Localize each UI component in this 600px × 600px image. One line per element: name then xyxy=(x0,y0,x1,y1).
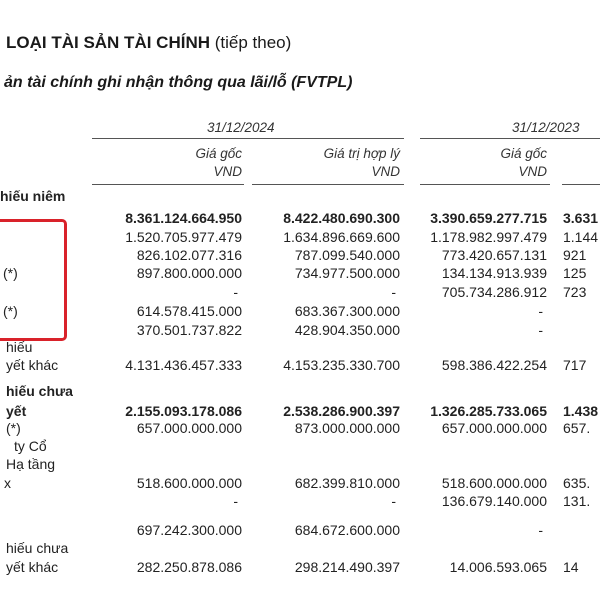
cell: 697.242.300.000 xyxy=(136,522,242,538)
cell: 4.131.436.457.333 xyxy=(125,357,242,373)
cell: 705.734.286.912 xyxy=(441,284,547,300)
cell: 3.390.659.277.715 xyxy=(430,210,547,226)
cell: 723 xyxy=(563,284,587,300)
cell: 1.634.896.669.600 xyxy=(283,229,400,245)
cell: 1.178.982.997.479 xyxy=(430,229,547,245)
cell: 1.438 xyxy=(563,403,599,419)
cell: 2.155.093.178.086 xyxy=(125,403,242,419)
cell: 717 xyxy=(563,357,587,373)
cell: 657. xyxy=(563,420,591,436)
row-label: (*) xyxy=(3,303,18,319)
cell: 4.153.235.330.700 xyxy=(283,357,400,373)
cell: 125 xyxy=(563,265,587,281)
row-label: hiếu chưa xyxy=(6,383,73,399)
section-title xyxy=(6,33,291,53)
period-2023: 31/12/2023 xyxy=(512,120,580,135)
cell: 787.099.540.000 xyxy=(294,247,400,263)
row-label: yết khác xyxy=(6,357,59,373)
period-2024: 31/12/2024 xyxy=(207,120,275,135)
col-header-line: Giá gốc xyxy=(195,146,242,161)
col-header-unit: VND xyxy=(213,164,242,179)
col-rule xyxy=(92,184,244,185)
row-label: hiếu xyxy=(6,339,33,355)
row-label: ty Cổ xyxy=(14,438,47,454)
cell: - xyxy=(391,284,396,300)
section-title-bold: LOẠI TÀI SẢN TÀI CHÍNH xyxy=(6,33,210,52)
cell: 298.214.490.397 xyxy=(294,559,400,575)
cell: 8.361.124.664.950 xyxy=(125,210,242,226)
cell: 635. xyxy=(563,475,591,491)
cell: 773.420.657.131 xyxy=(441,247,547,263)
cell: 734.977.500.000 xyxy=(294,265,400,281)
cell: 14 xyxy=(563,559,579,575)
cell: 657.000.000.000 xyxy=(136,420,242,436)
section-subtitle: ản tài chính ghi nhận thông qua lãi/lỗ (FVTPL) xyxy=(4,74,353,91)
col-rule xyxy=(252,184,404,185)
cell: 826.102.077.316 xyxy=(136,247,242,263)
period-2024-rule xyxy=(92,138,404,139)
cell: 682.399.810.000 xyxy=(294,475,400,491)
col-header-unit: VND xyxy=(371,164,400,179)
row-label: yết xyxy=(6,403,27,419)
cell: 518.600.000.000 xyxy=(136,475,242,491)
row-label: x xyxy=(4,475,11,491)
col-rule xyxy=(562,184,600,185)
cell: - xyxy=(538,522,543,538)
cell: - xyxy=(391,493,396,509)
cell: 657.000.000.000 xyxy=(441,420,547,436)
section-title-note: (tiếp theo) xyxy=(214,33,292,52)
col-header-cost-2024 xyxy=(195,145,242,181)
row-label: (*) xyxy=(3,265,18,281)
cell: - xyxy=(233,284,238,300)
cell: - xyxy=(538,322,543,338)
cell: 921 xyxy=(563,247,587,263)
highlight-box xyxy=(0,219,67,341)
cell: 131. xyxy=(563,493,591,509)
cell: 873.000.000.000 xyxy=(294,420,400,436)
cell: 428.904.350.000 xyxy=(294,322,400,338)
row-label: (*) xyxy=(6,420,21,436)
cell: 614.578.415.000 xyxy=(136,303,242,319)
cell: - xyxy=(538,303,543,319)
cell: 3.631 xyxy=(563,210,599,226)
cell: 136.679.140.000 xyxy=(441,493,547,509)
cell: 134.134.913.939 xyxy=(441,265,547,281)
cell: 1.326.285.733.065 xyxy=(430,403,547,419)
cell: 897.800.000.000 xyxy=(136,265,242,281)
col-rule xyxy=(420,184,550,185)
cell: 598.386.422.254 xyxy=(441,357,547,373)
row-label: Hạ tầng xyxy=(6,456,56,472)
cell: 8.422.480.690.300 xyxy=(283,210,400,226)
row-label: yết khác xyxy=(6,559,59,575)
row-label: hiếu niêm xyxy=(0,188,66,204)
cell: 684.672.600.000 xyxy=(294,522,400,538)
cell: 14.006.593.065 xyxy=(449,559,547,575)
col-header-cost-2023 xyxy=(500,145,547,181)
col-header-unit: VND xyxy=(518,164,547,179)
cell: 2.538.286.900.397 xyxy=(283,403,400,419)
cell: 370.501.737.822 xyxy=(136,322,242,338)
cell: 1.520.705.977.479 xyxy=(125,229,242,245)
cell: 282.250.878.086 xyxy=(136,559,242,575)
cell: 518.600.000.000 xyxy=(441,475,547,491)
cell: 1.144 xyxy=(563,229,599,245)
col-header-line: Giá trị hợp lý xyxy=(323,146,400,161)
col-header-line: Giá gốc xyxy=(500,146,547,161)
period-2023-rule xyxy=(420,138,600,139)
row-label: hiếu chưa xyxy=(6,540,69,556)
cell: 683.367.300.000 xyxy=(294,303,400,319)
col-header-fair-value-2024 xyxy=(324,145,400,181)
cell: - xyxy=(233,493,238,509)
